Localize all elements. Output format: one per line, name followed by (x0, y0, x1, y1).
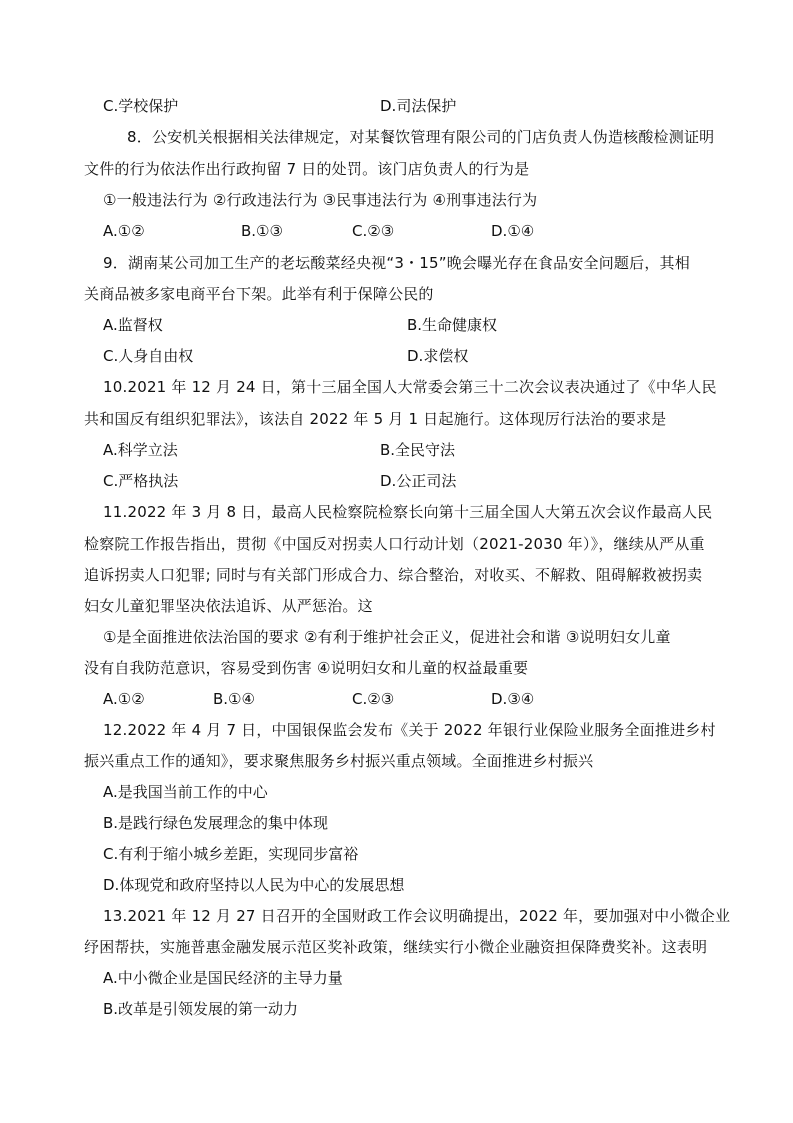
q9-option-a: A.监督权 (103, 316, 163, 334)
q9-option-d: D.求偿权 (407, 347, 469, 365)
q10-option-b: B.全民守法 (380, 441, 456, 459)
q11-option-a: A.①② (103, 690, 145, 708)
q11-option-b: B.①④ (213, 690, 255, 708)
q12-option-d: D.体现党和政府坚持以人民为中心的发展思想 (103, 876, 405, 894)
q11-items-line-1: ①是全面推进依法治国的要求 ②有利于维护社会正义，促进社会和谐 ③说明妇女儿童 (103, 628, 671, 646)
q11-stem-line-2: 检察院工作报告指出，贯彻《中国反对拐卖人口行动计划（2021-2030 年）》，继续从严从重 (84, 535, 705, 553)
q11-option-c: C.②③ (352, 690, 395, 708)
q8-stem-line-1: 8．公安机关根据相关法律规定，对某餐饮管理有限公司的门店负责人伪造核酸检测证明 (127, 128, 715, 146)
q8-items: ①一般违法行为 ②行政违法行为 ③民事违法行为 ④刑事违法行为 (103, 191, 538, 209)
q13-option-a: A.中小微企业是国民经济的主导力量 (103, 969, 343, 987)
q10-option-d: D.公正司法 (380, 472, 457, 490)
q8-stem-line-2: 文件的行为依法作出行政拘留 7 日的处罚。该门店负责人的行为是 (84, 160, 530, 178)
q7-option-c: C.学校保护 (103, 97, 179, 115)
q9-option-c: C.人身自由权 (103, 347, 194, 365)
q13-stem-line-1: 13.2021 年 12 月 27 日召开的全国财政工作会议明确提出，2022 年，要加强对中小微企业 (103, 907, 731, 925)
q9-option-b: B.生命健康权 (407, 316, 498, 334)
q11-stem-line-1: 11.2022 年 3 月 8 日，最高人民检察院检察长向第十三届全国人大第五次会议作最高人民 (103, 503, 713, 521)
q13-option-b: B.改革是引领发展的第一动力 (103, 1000, 299, 1018)
q11-stem-line-4: 妇女儿童犯罪坚决依法追诉、从严惩治。这 (84, 597, 373, 615)
q12-option-b: B.是践行绿色发展理念的集中体现 (103, 814, 329, 832)
q7-option-d: D.司法保护 (380, 97, 457, 115)
q10-option-c: C.严格执法 (103, 472, 179, 490)
q12-option-a: A.是我国当前工作的中心 (103, 783, 268, 801)
q12-stem-line-1: 12.2022 年 4 月 7 日，中国银保监会发布《关于 2022 年银行业保险业服务全面推进乡村 (103, 721, 716, 739)
q8-option-b: B.①③ (241, 222, 283, 240)
q11-stem-line-3: 追诉拐卖人口犯罪; 同时与有关部门形成合力、综合整治，对收买、不解救、阻碍解救被拐卖 (84, 566, 703, 584)
q10-stem-line-2: 共和国反有组织犯罪法》，该法自 2022 年 5 月 1 日起施行。这体现厉行法治的要求是 (84, 410, 667, 428)
q10-stem-line-1: 10.2021 年 12 月 24 日，第十三届全国人大常委会第三十二次会议表决通过了《中华人民 (103, 378, 717, 396)
q8-option-d: D.①④ (491, 222, 535, 240)
q11-option-d: D.③④ (491, 690, 535, 708)
q9-stem-line-1: 9．湖南某公司加工生产的老坛酸菜经央视“3・15”晚会曝光存在食品安全问题后，其相 (103, 254, 690, 272)
q8-option-c: C.②③ (352, 222, 395, 240)
q11-items-line-2: 没有自我防范意识，容易受到伤害 ④说明妇女和儿童的权益最重要 (84, 659, 529, 677)
q13-stem-line-2: 纾困帮扶，实施普惠金融发展示范区奖补政策，继续实行小微企业融资担保降费奖补。这表明 (84, 938, 708, 956)
q9-stem-line-2: 关商品被多家电商平台下架。此举有利于保障公民的 (84, 285, 434, 303)
q12-option-c: C.有利于缩小城乡差距，实现同步富裕 (103, 845, 359, 863)
q12-stem-line-2: 振兴重点工作的通知》，要求聚焦服务乡村振兴重点领域。全面推进乡村振兴 (84, 752, 594, 770)
q8-option-a: A.①② (103, 222, 145, 240)
q10-option-a: A.科学立法 (103, 441, 178, 459)
